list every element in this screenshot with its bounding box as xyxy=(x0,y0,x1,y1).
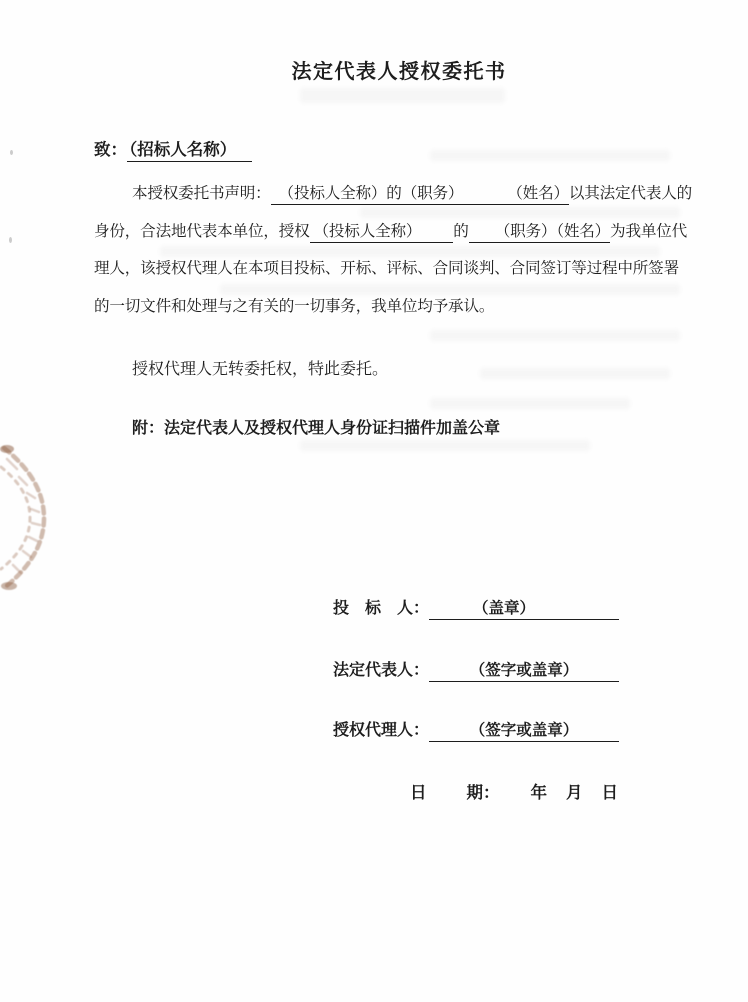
tenderer-name-blank: （招标人名称） xyxy=(127,140,252,162)
month-label: 月 xyxy=(566,783,583,802)
line1-lead: 本授权委托书声明： xyxy=(132,185,271,202)
agent-signature-line xyxy=(429,718,619,742)
bidder-signature-line xyxy=(429,596,619,620)
date-line xyxy=(410,779,618,803)
bidder-signature-row xyxy=(333,595,619,620)
line2-title-name-blank: （职务）（姓名） xyxy=(494,223,611,240)
body-line-3: 理人，该授权代理人在本项目投标、开标、评标、合同谈判、合同签订等过程中所签署 xyxy=(94,260,679,277)
legal-rep-label: 法定代表人： xyxy=(333,662,430,679)
agent-signature-row xyxy=(333,717,619,742)
line1-tail: 以其法定代表人的 xyxy=(568,185,693,202)
salutation-line xyxy=(94,136,252,160)
bidder-label: 投 标 人： xyxy=(333,600,430,617)
bleedthrough-smudge xyxy=(430,150,670,161)
body-line-2 xyxy=(94,221,706,243)
body-line-4: 的一切文件和处理与之有关的一切事务，我单位均予承认。 xyxy=(94,298,495,315)
day-label: 日 xyxy=(601,783,618,802)
bleedthrough-smudge xyxy=(220,284,680,295)
legal-rep-signature-row xyxy=(333,657,619,682)
sign-or-seal-hint: （签字或盖章） xyxy=(469,662,579,679)
line2-lead: 身份，合法地代表本单位，授权 xyxy=(94,223,310,240)
partial-seal-icon xyxy=(0,443,57,593)
bleedthrough-smudge xyxy=(360,207,680,218)
agent-label: 授权代理人： xyxy=(333,722,430,739)
line2-tail: 为我单位代 xyxy=(610,223,688,240)
bleedthrough-smudge xyxy=(300,440,590,451)
scan-speck xyxy=(10,150,13,155)
bleedthrough-smudge xyxy=(430,330,680,341)
attachment-note: 附：法定代表人及授权代理人身份证扫描件加盖公章 xyxy=(132,420,501,437)
year-label: 年 xyxy=(530,783,547,802)
bleedthrough-smudge xyxy=(160,246,660,257)
salutation-label: 致： xyxy=(94,140,127,159)
page-title: 法定代表人授权委托书 xyxy=(291,61,507,83)
legal-rep-signature-line xyxy=(429,658,619,682)
sign-or-seal-hint: （签字或盖章） xyxy=(469,722,579,739)
line1-bidder-title-blank: （投标人全称）的（职务） xyxy=(278,185,464,202)
bleedthrough-smudge xyxy=(300,88,505,103)
line2-bidder-blank: （投标人全称） xyxy=(313,223,422,240)
declaration-text: 授权代理人无转委托权，特此委托。 xyxy=(132,361,389,378)
seal-hint: （盖章） xyxy=(473,600,536,617)
line2-mid: 的 xyxy=(453,223,469,240)
body-line-1 xyxy=(94,183,706,205)
bleedthrough-smudge xyxy=(480,368,670,379)
date-label-part1: 日 xyxy=(410,783,427,802)
bleedthrough-smudge xyxy=(430,398,630,409)
scan-speck xyxy=(9,237,12,243)
line1-name-blank: （姓名） xyxy=(507,185,569,202)
date-label-part2: 期： xyxy=(466,783,500,802)
